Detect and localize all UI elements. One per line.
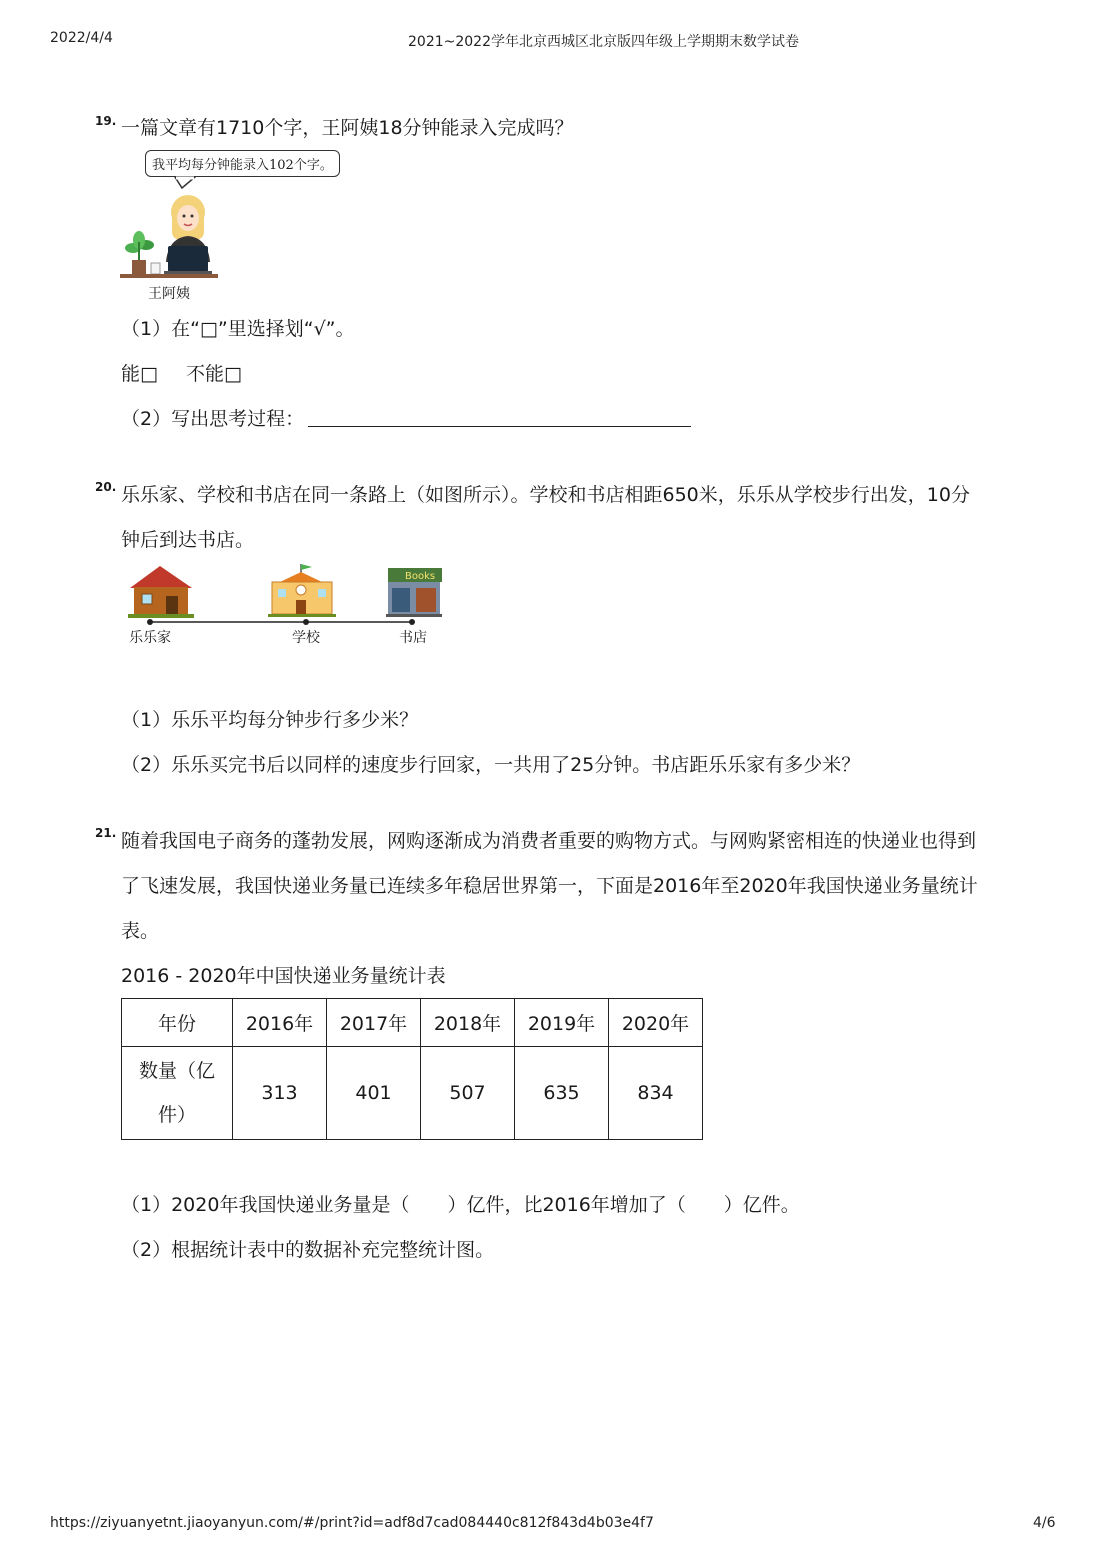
question-19-part1: （1）在“□”里选择划“√”。 [121,318,355,340]
table-value-2017: 401 [327,1047,421,1140]
print-date: 2022/4/4 [50,30,113,46]
table-row-label [122,1047,233,1140]
row-label-line1: 数量（亿 [138,1060,215,1082]
table-year-2018: 2018年 [421,999,515,1047]
table-header-label: 年份 [122,999,233,1047]
bookstore-icon [386,568,442,617]
express-volume-table [121,998,703,1140]
table-value-2018: 507 [421,1047,515,1140]
question-19-part2: （2）写出思考过程： [121,408,305,430]
table-year-2020: 2020年 [609,999,703,1047]
document-title: 2021~2022学年北京西城区北京版四年级上学期期末数学试卷 [408,34,799,50]
table-header-row [122,999,703,1047]
school-point [303,619,309,625]
table-value-2020: 834 [609,1047,703,1140]
question-19-number: 19. [95,114,117,128]
home-house-icon [128,566,194,618]
choice-yes[interactable]: 能□ [121,363,158,385]
table-year-2017: 2017年 [327,999,421,1047]
label-home: 乐乐家 [129,630,171,646]
school-building-icon [268,564,336,617]
store-point [409,619,415,625]
question-21-part2: （2）根据统计表中的数据补充完整统计图。 [121,1239,495,1261]
footer-url[interactable]: https://ziyuanyetnt.jiaoyanyun.com/#/print?id=adf8d7cad084440c812f843d4b03e4f7 [50,1515,654,1531]
home-point [147,619,153,625]
illustration-caption: 王阿姨 [148,286,190,302]
road-diagram [120,560,460,650]
label-store: 书店 [399,630,427,646]
page-number: 4/6 [1033,1515,1056,1531]
row-label-line2: 件） [157,1104,196,1126]
question-20-stem-line2: 钟后到达书店。 [121,529,255,551]
typist-illustration [120,150,360,300]
table-title: 2016 - 2020年中国快递业务量统计表 [121,965,446,987]
question-21-stem-line1: 随着我国电子商务的蓬勃发展，网购逐渐成为消费者重要的购物方式。与网购紧密相连的快递业也得到 [121,830,977,852]
choice-no[interactable]: 不能□ [186,363,242,385]
label-school: 学校 [292,630,320,646]
table-year-2016: 2016年 [233,999,327,1047]
question-20-stem-line1: 乐乐家、学校和书店在同一条路上（如图所示）。学校和书店相距650米，乐乐从学校步行出发，10分 [121,484,970,506]
table-value-2016: 313 [233,1047,327,1140]
question-21-stem-line3: 表。 [121,920,160,942]
question-20-number: 20. [95,480,117,494]
speech-bubble: 我平均每分钟能录入102个字。 [145,150,340,177]
table-value-row [122,1047,703,1140]
question-21-number: 21. [95,826,117,840]
question-20-part2: （2）乐乐买完书后以同样的速度步行回家，一共用了25分钟。书店距乐乐家有多少米？ [121,754,861,776]
table-year-2019: 2019年 [515,999,609,1047]
question-19-illustration [120,150,360,300]
question-20-part1: （1）乐乐平均每分钟步行多少米？ [121,709,419,731]
question-21-stem-line2: 了飞速发展，我国快递业务量已连续多年稳居世界第一，下面是2016年至2020年我国快递业务量统计 [121,875,978,897]
answer-line[interactable] [308,426,691,427]
bookstore-sign: Books [405,571,436,582]
question-19-stem: 一篇文章有1710个字，王阿姨18分钟能录入完成吗？ [121,117,574,139]
table-value-2019: 635 [515,1047,609,1140]
question-21-part1: （1）2020年我国快递业务量是（ ）亿件，比2016年增加了（ ）亿件。 [121,1194,800,1216]
